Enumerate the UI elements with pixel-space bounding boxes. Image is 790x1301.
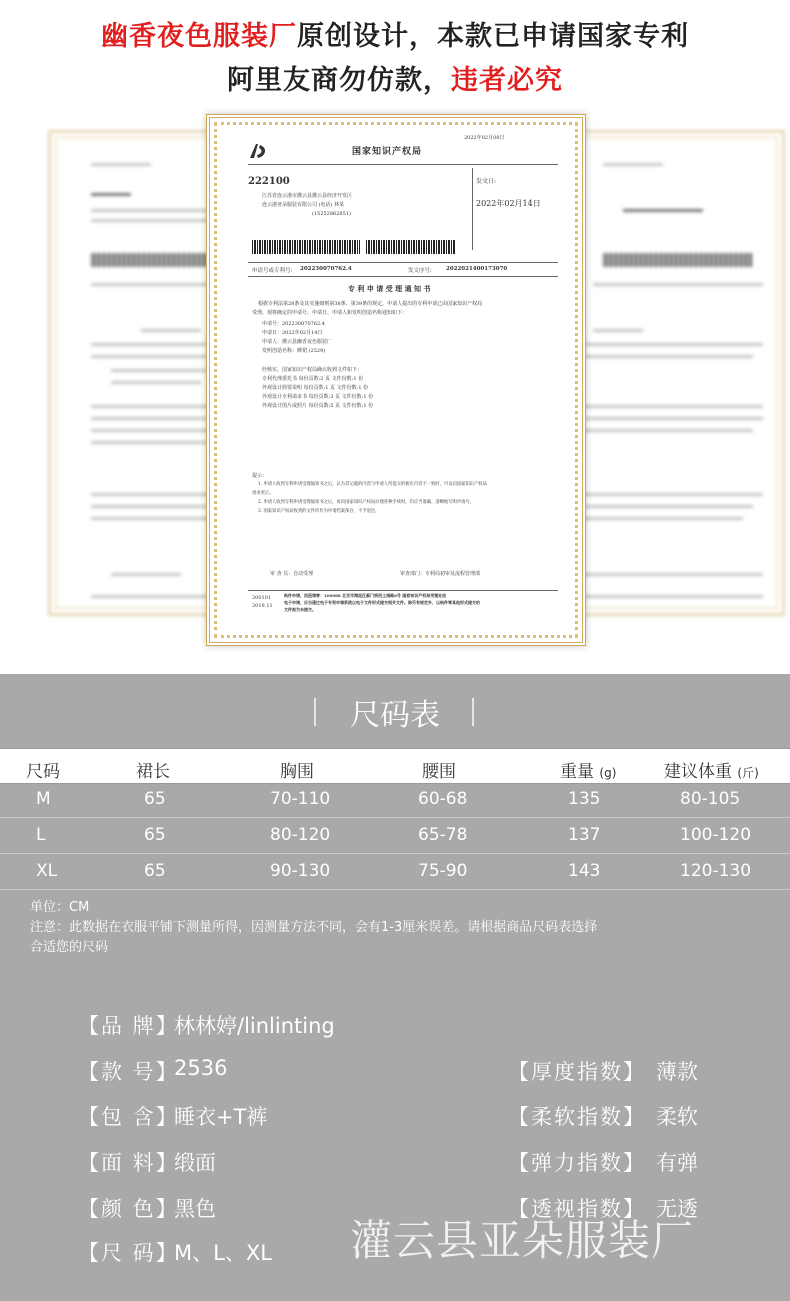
- cell-size: M: [36, 789, 51, 809]
- cell-chest: 80-120: [270, 825, 331, 845]
- attr-includes: 【包 含】 睡衣+T裤: [78, 1105, 268, 1129]
- cert-ref-code: 2022年02月08日: [464, 135, 505, 141]
- cert-field-applicant: 申请人：灌云县幽香夜色服装厂: [262, 339, 333, 345]
- measurement-note-2: 合适您的尺码: [30, 940, 109, 955]
- cell-chest: 90-130: [270, 861, 331, 881]
- header-size: 尺码: [26, 762, 60, 782]
- cert-address-2: 连云港亚朵服装有限公司 (电话) 林某: [262, 202, 345, 208]
- cert-address-1: 江苏省连云港市灌云县灌云县经济开发区: [262, 193, 353, 199]
- attr-fabric: 【面 料】 缎面: [78, 1151, 216, 1175]
- cert-postcode: 222100: [248, 176, 290, 187]
- watermark: 灌云县亚朵服装厂: [350, 1216, 695, 1265]
- cert-examiner: 审 查 员：自动受理: [270, 571, 314, 577]
- cert-send-no: 2022021400173070: [446, 266, 508, 272]
- cert-footer-code: 200101: [252, 595, 272, 601]
- cert-office: 国家知识产权局: [352, 147, 423, 157]
- promo-banner: [0, 0, 790, 100]
- table-row: [0, 854, 790, 890]
- attr-sizes: 【尺 码】 M、L、XL: [78, 1241, 272, 1265]
- title-divider-left: [314, 698, 316, 726]
- table-row: [0, 782, 790, 818]
- cert-footer-text-1: 纸件申请，回函请寄：100088 北京市海淀区蓟门桥西土城路6号 国家知识产权局受理处收: [284, 593, 447, 598]
- banner-line-2-text: 阿里友商勿仿款，: [227, 65, 451, 96]
- cert-field-title: 发明创造名称：睡裙 (2529): [262, 348, 326, 354]
- cell-size: L: [36, 825, 46, 845]
- banner-line-2: [0, 58, 790, 97]
- cert-tip-2: 请求更正。: [252, 491, 274, 496]
- title-divider-right: [472, 698, 474, 726]
- attr-style-no: 【款 号】 2536: [78, 1056, 228, 1084]
- cert-tip-3: 2. 申请人收到专利申请受理通知书之后，再向国家知识产权局办理各种手续时，均应当准确、清晰地写明申请号。: [258, 500, 475, 505]
- cert-body-1: 根据专利法第28条及其实施细则第38条、第39条的规定，申请人提出的专利申请已由国家知识产权局: [258, 301, 483, 307]
- cert-app-no: 202230070762.4: [300, 266, 352, 272]
- cell-body-weight: 100-120: [680, 825, 752, 845]
- banner-line-1: [0, 14, 790, 53]
- cert-doc-2: 外观设计简要说明 每份页数:1 页 文件份数:1 份: [262, 385, 369, 391]
- cert-docs-head: 经核实，国家知识产权局确认收到文件如下：: [262, 367, 363, 373]
- attr-thickness: 【厚度指数】 薄款: [508, 1060, 698, 1084]
- banner-line-1-text: 原创设计，本款已申请国家专利: [297, 21, 689, 52]
- cert-tip-1: 1. 申请人收到专利申请受理通知书之后，认为其记载的内容与申请人所提交的相应内容不一致时，可以向国家知识产权局: [258, 482, 487, 487]
- cell-weight: 137: [568, 825, 601, 845]
- attr-color: 【颜 色】 黑色: [78, 1197, 216, 1221]
- header-weight: 重量 (g): [560, 762, 617, 782]
- cert-footer-text-2: 电子申请，应当通过电子专利申请系统以电子文件形式提交相关文件。除另有规定外，以纸件等其他形式提交的: [284, 600, 480, 605]
- cert-barcode-2: [366, 240, 456, 254]
- cell-body-weight: 120-130: [680, 861, 752, 881]
- certificate-gallery: [0, 100, 790, 674]
- attr-brand: 【品 牌】 林林婷/linlinting: [78, 1014, 335, 1038]
- cert-tips-head: 提示：: [252, 473, 268, 479]
- cert-address-3: (15252862851): [312, 211, 351, 217]
- cert-doc-4: 外观设计图片或照片 每份页数:5 页 文件份数:1 份: [262, 403, 374, 409]
- cert-footer-text-3: 文件视为未提交。: [284, 607, 316, 612]
- attr-softness: 【柔软指数】 柔软: [508, 1105, 698, 1129]
- header-body-weight: 建议体重 (斤): [664, 762, 759, 782]
- cert-field-app-date: 申请日：2022年02月14日: [262, 330, 323, 336]
- attr-elasticity: 【弹力指数】 有弹: [508, 1151, 698, 1175]
- cnipa-logo-icon: [248, 142, 270, 160]
- unit-note: 单位：CM: [30, 900, 90, 915]
- attr-transparency: 【透视指数】 无透: [508, 1197, 698, 1221]
- header-length: 裙长: [136, 762, 170, 782]
- cert-doc-3: 外观设计专利请求书 每份页数:3 页 文件份数:1 份: [262, 394, 374, 400]
- cell-chest: 70-110: [270, 789, 331, 809]
- cell-waist: 65-78: [418, 825, 468, 845]
- cell-length: 65: [144, 789, 166, 809]
- measurement-note-1: 注意：此数据在衣服平铺下测量所得，因测量方法不同，会有1-3厘米误差。请根据商品尺码表选择: [30, 920, 598, 935]
- cert-send-date-label: 发文日:: [476, 178, 497, 185]
- cert-notice-title: 专 利 申 请 受 理 通 知 书: [348, 284, 431, 293]
- cell-weight: 135: [568, 789, 601, 809]
- cert-doc-1: 专利代理委托书 每份页数:2 页 文件份数:1 份: [262, 376, 364, 382]
- cert-send-no-label: 发文序号:: [408, 268, 432, 274]
- cell-waist: 75-90: [418, 861, 468, 881]
- banner-warning: 违者必究: [451, 65, 563, 96]
- table-row: [0, 818, 790, 854]
- cell-length: 65: [144, 825, 166, 845]
- cert-body-2: 受理。现将确定的申请号、申请日、申请人和发明创造名称通知如下：: [252, 310, 408, 316]
- size-table-header: [0, 748, 790, 784]
- cert-app-no-label: 申请号或专利号:: [252, 268, 293, 274]
- cell-length: 65: [144, 861, 166, 881]
- cert-dept: 审查部门：专利局初审及流程管理部: [400, 571, 481, 577]
- cell-weight: 143: [568, 861, 601, 881]
- cert-field-app-no: 申请号：202230070762.4: [262, 321, 325, 327]
- cell-waist: 60-68: [418, 789, 468, 809]
- cert-footer-date: 2019.11: [252, 603, 273, 609]
- size-table-title-text: 尺码表: [350, 698, 440, 733]
- header-chest: 胸围: [280, 762, 314, 782]
- certificate-right-blurred: [560, 130, 785, 616]
- cell-size: XL: [36, 861, 58, 881]
- cert-send-date: 2022年02月14日: [476, 199, 541, 208]
- cert-barcode-1: [252, 240, 360, 254]
- size-table-title: [0, 690, 790, 734]
- cell-body-weight: 80-105: [680, 789, 741, 809]
- header-waist: 腰围: [422, 762, 456, 782]
- patent-certificate: [206, 114, 586, 646]
- certificate-paper: [222, 130, 570, 630]
- cert-tip-4: 3. 国家知识产权局收到的文件均作为申请档案保存，不予退还。: [258, 509, 380, 514]
- factory-name: 幽香夜色服装厂: [101, 21, 297, 52]
